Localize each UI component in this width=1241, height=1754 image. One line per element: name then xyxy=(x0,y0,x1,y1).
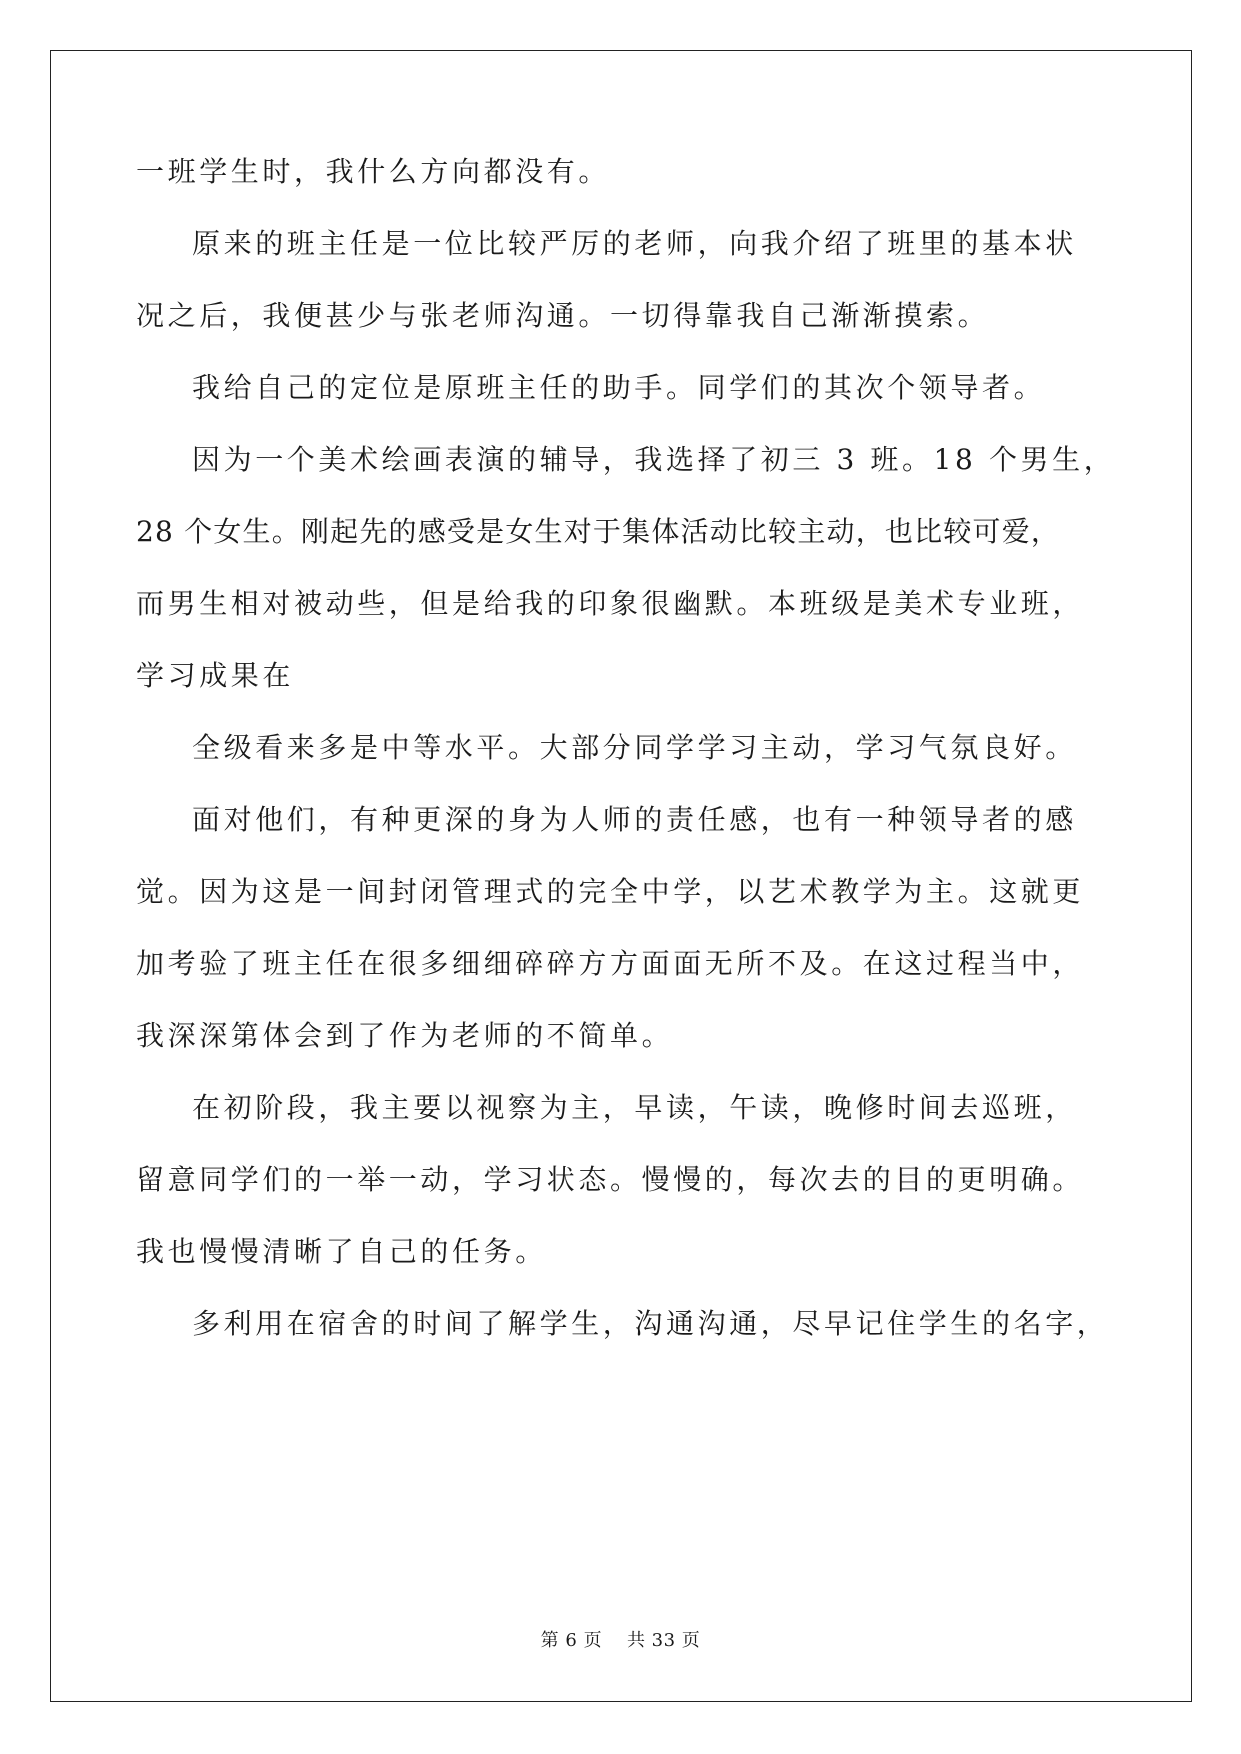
body-line-9: 全级看来多是中等水平。大部分同学学习主动，学习气氛良好。 xyxy=(192,731,1077,764)
body-line-17: 多利用在宿舍的时间了解学生，沟通沟通，尽早记住学生的名字， xyxy=(192,1307,1109,1340)
body-line-4: 我给自己的定位是原班主任的助手。同学们的其次个领导者。 xyxy=(192,371,1046,404)
body-line-1: 一班学生时，我什么方向都没有。 xyxy=(136,155,611,188)
body-line-12: 加考验了班主任在很多细细碎碎方方面面无所不及。在这过程当中， xyxy=(136,947,1085,980)
body-line-14: 在初阶段，我主要以视察为主，早读，午读，晚修时间去巡班， xyxy=(192,1091,1077,1124)
body-line-5: 因为一个美术绘画表演的辅导，我选择了初三 3 班。18 个男生， xyxy=(192,443,1116,476)
body-line-3: 况之后，我便甚少与张老师沟通。一切得靠我自己渐渐摸索。 xyxy=(136,299,990,332)
body-line-11: 觉。因为这是一间封闭管理式的完全中学，以艺术教学为主。这就更 xyxy=(136,875,1085,908)
body-line-10: 面对他们，有种更深的身为人师的责任感，也有一种领导者的感 xyxy=(192,803,1077,836)
body-line-6: 28 个女生。刚起先的感受是女生对于集体活动比较主动，也比较可爱， xyxy=(136,515,1061,548)
body-line-8: 学习成果在 xyxy=(136,659,295,692)
body-line-15: 留意同学们的一举一动，学习状态。慢慢的，每次去的目的更明确。 xyxy=(136,1163,1085,1196)
body-line-13: 我深深第体会到了作为老师的不简单。 xyxy=(136,1019,674,1052)
body-line-7: 而男生相对被动些，但是给我的印象很幽默。本班级是美术专业班， xyxy=(136,587,1085,620)
body-line-2: 原来的班主任是一位比较严厉的老师，向我介绍了班里的基本状 xyxy=(192,227,1077,260)
body-line-16: 我也慢慢清晰了自己的任务。 xyxy=(136,1235,547,1268)
page-number-footer: 第 6 页 共 33 页 xyxy=(540,1630,701,1651)
